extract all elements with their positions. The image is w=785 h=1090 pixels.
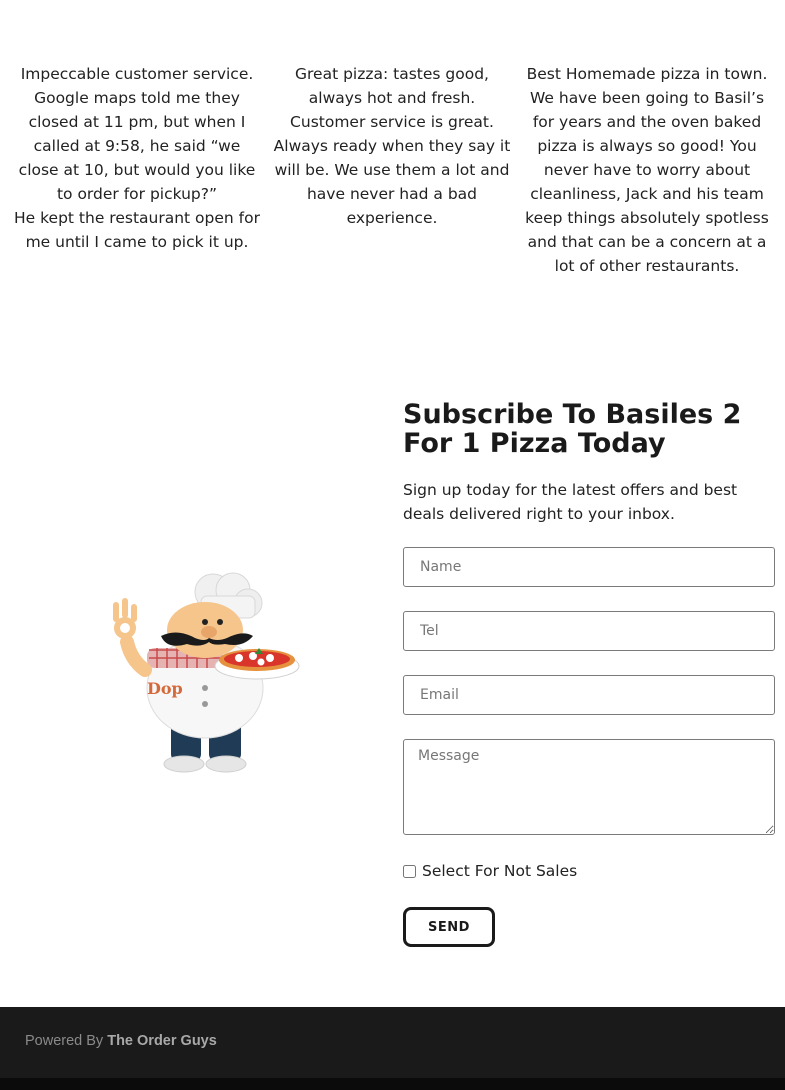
- testimonial-text: Impeccable customer service. Google maps told me they closed at 11 pm, but when I called at 9:58, he said “we close at 10, but would you like to order for pickup?” He kept the restaurant open for me until I came to pick it up.: [14, 65, 260, 251]
- send-button[interactable]: SEND: [403, 907, 495, 947]
- footer-credit: [25, 1033, 217, 1049]
- email-input[interactable]: [403, 675, 775, 715]
- footer: [0, 1007, 785, 1090]
- chef-illustration: [105, 570, 305, 775]
- footer-bottom-bar: [0, 1078, 785, 1090]
- not-sales-checkbox-row: [403, 860, 577, 882]
- testimonials-section: [0, 62, 785, 292]
- the-order-guys-link[interactable]: The Order Guys: [107, 1033, 217, 1049]
- not-sales-checkbox-label: Select For Not Sales: [422, 862, 578, 880]
- message-textarea[interactable]: [403, 739, 775, 835]
- subscribe-heading: Subscribe To Basiles 2 For 1 Pizza Today: [403, 399, 742, 459]
- not-sales-checkbox[interactable]: [403, 865, 416, 878]
- powered-by-text: Powered By: [25, 1033, 104, 1049]
- testimonial-3: [524, 62, 770, 278]
- name-input[interactable]: [403, 547, 775, 587]
- svg-text:Dop: Dop: [147, 679, 183, 698]
- tel-input[interactable]: [403, 611, 775, 651]
- testimonial-1: [14, 62, 260, 254]
- testimonial-text: Best Homemade pizza in town. We have been going to Basil’s for years and the oven baked pizza is always so good! You never have to worry about cleanliness, Jack and his team keep things absolutely spotless and that can be a concern at a lot of other restaurants.: [525, 65, 769, 275]
- testimonial-text: Great pizza: tastes good, always hot and fresh. Customer service is great. Always ready when they say it will be. We use them a lot and have never had a bad experience.: [273, 65, 511, 227]
- testimonial-2: [269, 62, 515, 230]
- subscribe-description: Sign up today for the latest offers and best deals delivered right to your inbox.: [403, 481, 738, 523]
